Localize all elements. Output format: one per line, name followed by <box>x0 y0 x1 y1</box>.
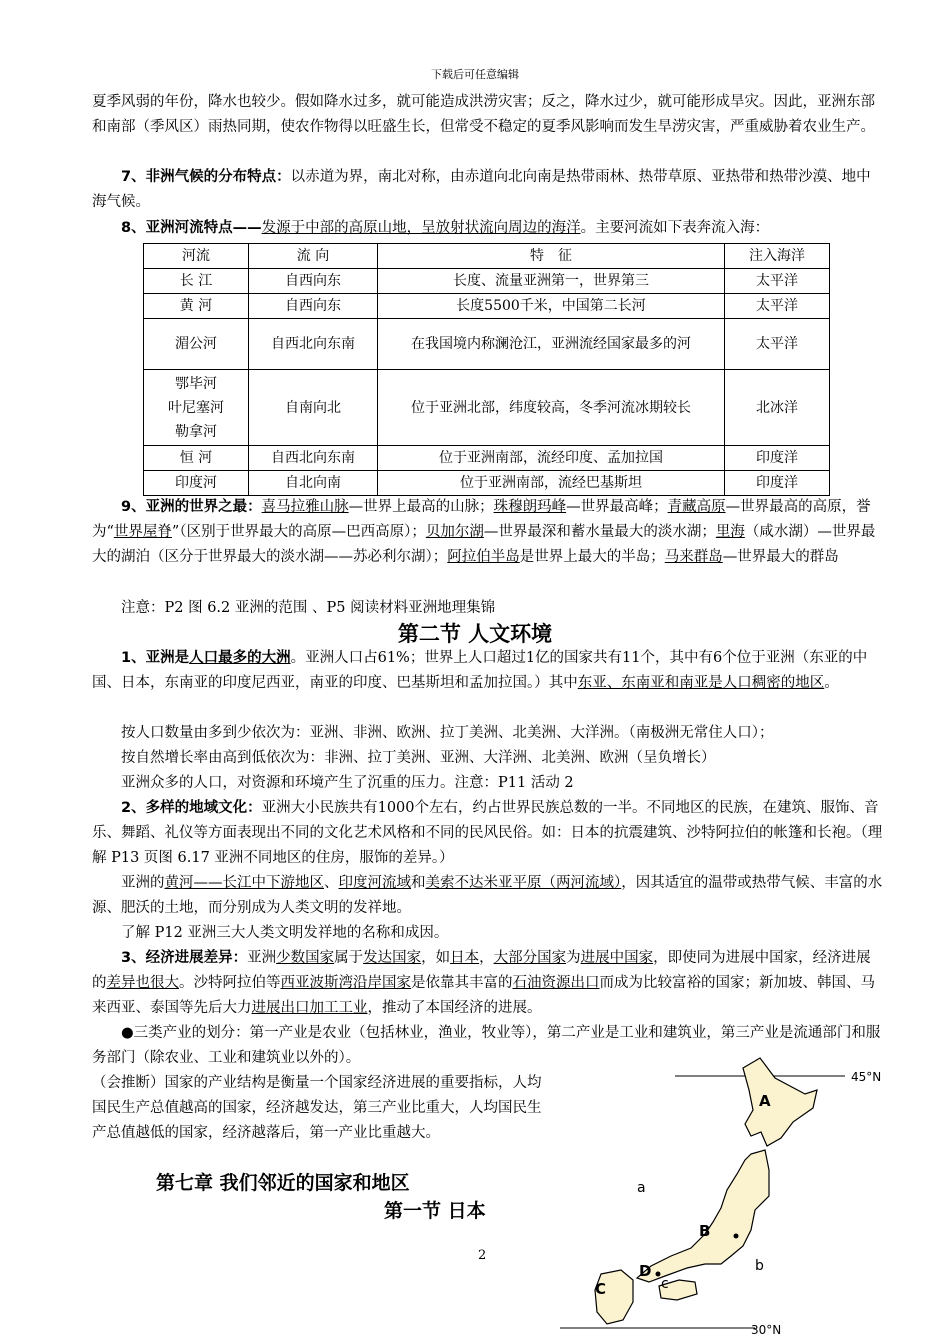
eco-text: 亚洲 <box>247 950 277 966</box>
eco-text: 是依靠其丰富的 <box>411 975 513 991</box>
eco-text: ， <box>479 950 494 966</box>
text-7: 以赤道为界，南北对称，由赤道向北向南是热带雨林、热带草原、亚热带和热带沙漠、地中海气候。 <box>92 169 871 210</box>
japan-map <box>555 1050 895 1344</box>
record-text: ”（区别于世界最大的高原—巴西高原）； <box>171 524 426 540</box>
table-row <box>144 319 830 370</box>
rivers-table <box>143 243 830 496</box>
section-title-japan: 第一节 日本 <box>384 1200 486 1222</box>
civ-note: 了解 P12 亚洲三大人类文明发祥地的名称和成因。 <box>121 925 449 941</box>
hokkaido <box>743 1058 817 1146</box>
rivers-tail: 。主要河流如下表奔流入海： <box>580 220 770 236</box>
civ-text: 、 <box>324 875 339 891</box>
record-text: 是世界上最大的半岛； <box>519 549 665 565</box>
growth-order: 按自然增长率由高到低依次为：非洲、拉丁美洲、亚洲、大洋洲、北美洲、欧洲（呈负增长） <box>121 750 716 766</box>
eco-underline: 少数国家 <box>276 950 335 966</box>
eco-text: ，如 <box>421 950 451 966</box>
record-roof: 世界屋脊 <box>113 524 172 540</box>
japan-land <box>595 1058 817 1324</box>
eco-text: 。沙特阿拉伯等 <box>179 975 281 991</box>
eco-underline: 日本 <box>450 950 480 966</box>
eco-underline: 大部分国家 <box>493 950 567 966</box>
record-himalaya: 喜马拉雅山脉 <box>261 499 349 515</box>
record-everest: 珠穆朗玛峰 <box>493 499 567 515</box>
civ-yellow-river: 黄河——长江中下游地区 <box>164 875 324 891</box>
map-label-B: B <box>699 1222 711 1240</box>
population-text: 。 <box>824 675 839 691</box>
civ-text: ，因其适宜的温带或热带气候、丰富的水源、肥沃的土地，而分别成为人类文明的发祥地。 <box>92 875 883 916</box>
record-arabia: 阿拉伯半岛 <box>447 549 520 565</box>
map-label-a: a <box>637 1180 646 1196</box>
record-text: —世界最深和蓄水量最大的淡水湖； <box>483 524 716 540</box>
river-name: 黄 河 <box>144 294 249 319</box>
paragraph-asia-rivers <box>92 216 884 241</box>
river-feature: 在我国境内称澜沧江，亚洲流经国家最多的河 <box>378 319 725 370</box>
population-text: 。亚洲人口占61%；世界上人口超过1亿的国家共有11个，其中有6个位于亚洲（东亚的中国、日本，东南亚的印度尼西亚，南亚的印度、巴基斯坦和孟加拉国。）其中 <box>92 650 868 691</box>
civ-text: 亚洲的 <box>121 875 165 891</box>
river-name: 鄂毕河 叶尼塞河 勒拿河 <box>144 370 249 446</box>
river-direction: 自西向东 <box>249 294 378 319</box>
eco-underline: 进展出口加工工业 <box>251 1000 368 1016</box>
industry-structure: （会推断）国家的产业结构是衡量一个国家经济进展的重要指标，人均国民生产总值越高的国家，经济越发达，第三产业比重大，人均国民生产总值越低的国家，经济越落后，第一产业比重越大。 <box>92 1075 542 1141</box>
table-row <box>144 269 830 294</box>
heading-s2-2: 2、多样的地域文化： <box>121 800 262 816</box>
map-label-A: A <box>759 1092 771 1110</box>
record-baikal: 贝加尔湖 <box>425 524 484 540</box>
culture-text: 亚洲大小民族共有1000个左右，约占世界民族总数的一半。不同地区的民族，在建筑、服饰、音乐、舞蹈、礼仪等方面表现出不同的文化艺术风格和不同的民风民俗。如：日本的抗震建筑、沙特阿拉伯的帐篷和长袍。（理解 P13 页图 6.17 亚洲不同地区的住房，服饰的差异。） <box>92 800 883 866</box>
paragraph-monsoon: 夏季风弱的年份，降水也较少。假如降水过多，就可能造成洪涝灾害；反之，降水过少，就可能形成旱灾。因此，亚洲东部和南部（季风区）雨热同期，使农作物得以旺盛生长，但常受不稳定的夏季风影响而发生旱涝灾害，严重威胁着农业生产。 <box>92 94 875 135</box>
river-ocean: 印度洋 <box>725 446 830 471</box>
record-text: （咸水湖）—世界最大的湖泊（区分于世界最大的淡水湖——苏必利尔湖）； <box>92 524 876 565</box>
table-row <box>144 446 830 471</box>
page-header: 下载后可任意编辑 <box>431 68 519 81</box>
civ-mesopotamia: 美索不达米亚平原（两河流域） <box>425 875 622 891</box>
eco-underline: 西亚波斯湾沿岸国家 <box>280 975 411 991</box>
table-row <box>144 370 830 446</box>
record-malay: 马来群岛 <box>664 549 723 565</box>
note-1: 注意：P2 图 6.2 亚洲的范围 、P5 阅读材料亚洲地理集锦 <box>121 600 496 616</box>
river-direction: 自北向南 <box>249 471 378 496</box>
river-ocean: 印度洋 <box>725 471 830 496</box>
river-name: 长 江 <box>144 269 249 294</box>
river-name: 恒 河 <box>144 446 249 471</box>
paragraph-economy <box>92 946 884 1021</box>
river-ocean: 太平洋 <box>725 294 830 319</box>
eco-underline: 差异也很大 <box>106 975 179 991</box>
city-dot <box>656 1272 661 1277</box>
civ-indus: 印度河流域 <box>338 875 411 891</box>
river-direction: 自西北向东南 <box>249 446 378 471</box>
most-populous: 人口最多的大洲 <box>189 650 291 666</box>
map-label-C: C <box>595 1280 607 1298</box>
heading-8: 8、亚洲河流特点—— <box>121 220 262 236</box>
col-river: 河流 <box>144 244 249 269</box>
heading-7: 7、非洲气候的分布特点： <box>121 169 291 185</box>
eco-underline: 进展中国家 <box>580 950 654 966</box>
eco-text: ，推动了本国经济的进展。 <box>367 1000 542 1016</box>
paragraph-civilization <box>92 871 884 921</box>
river-feature: 长度、流量亚洲第一，世界第三 <box>378 269 725 294</box>
eco-text: 为 <box>566 950 581 966</box>
eco-underline: 发达国家 <box>363 950 422 966</box>
river-direction: 自南向北 <box>249 370 378 446</box>
paragraph-culture <box>92 796 884 871</box>
col-direction: 流 向 <box>249 244 378 269</box>
record-text: —世界上最高的山脉； <box>348 499 494 515</box>
lat-30-label: 30°N <box>751 1323 782 1337</box>
page-number: 2 <box>478 1248 487 1263</box>
river-ocean: 北冰洋 <box>725 370 830 446</box>
record-text: —世界最高的高原，誉为“ <box>92 499 871 540</box>
dense-regions: 东亚、东南亚和南亚是人口稠密的地区 <box>577 675 825 691</box>
river-feature: 位于亚洲南部，流经印度、孟加拉国 <box>378 446 725 471</box>
lat-45-label: 45°N <box>851 1070 882 1084</box>
chapter-title-7: 第七章 我们邻近的国家和地区 <box>156 1172 410 1194</box>
civ-text: 和 <box>411 875 426 891</box>
river-ocean: 太平洋 <box>725 269 830 294</box>
river-feature: 位于亚洲北部，纬度较高，冬季河流冰期较长 <box>378 370 725 446</box>
record-text: —世界最大的群岛 <box>722 549 839 565</box>
population-pressure: 亚洲众多的人口，对资源和环境产生了沉重的压力。注意：P11 活动 2 <box>121 775 574 791</box>
city-dot <box>734 1234 739 1239</box>
record-caspian: 里海 <box>715 524 745 540</box>
heading-s2-3: 3、经济进展差异： <box>121 950 248 966</box>
heading-s2-1: 1、亚洲是 <box>121 650 190 666</box>
record-text: —世界最高峰； <box>566 499 668 515</box>
paragraph-population <box>92 646 884 696</box>
col-ocean: 注入海洋 <box>725 244 830 269</box>
paragraph-africa-climate <box>92 165 884 215</box>
rivers-feature: 发源于中部的高原山地，呈放射状流向周边的海洋 <box>261 220 581 236</box>
eco-underline: 石油资源出口 <box>512 975 600 991</box>
honshu <box>637 1150 769 1282</box>
map-label-D: D <box>639 1262 652 1280</box>
eco-text: 而成为比较富裕的国家；新加坡、韩国、马来西亚、泰国等先后大力 <box>92 975 875 1016</box>
population-order: 按人口数量由多到少依次为：亚洲、非洲、欧洲、拉丁美洲、北美洲、大洋洲。（南极洲无常住人口）； <box>121 725 774 741</box>
col-feature: 特 征 <box>378 244 725 269</box>
river-ocean: 太平洋 <box>725 319 830 370</box>
table-row <box>144 471 830 496</box>
paragraph-asia-records <box>92 495 884 570</box>
record-tibet: 青藏高原 <box>667 499 726 515</box>
river-direction: 自西北向东南 <box>249 319 378 370</box>
eco-text: 属于 <box>334 950 364 966</box>
section-title-2: 第二节 人文环境 <box>397 622 553 646</box>
map-label-c: c <box>661 1276 669 1292</box>
river-feature: 长度5500千米，中国第二长河 <box>378 294 725 319</box>
eco-text: ，即使同为进展中国家，经济进展的 <box>92 950 871 991</box>
industry-division: ●三类产业的划分：第一产业是农业（包括林业，渔业，牧业等），第二产业是工业和建筑业，第三产业是流通部门和服务部门（除农业、工业和建筑业以外的）。 <box>92 1025 881 1066</box>
river-name: 湄公河 <box>144 319 249 370</box>
map-label-b: b <box>755 1258 764 1274</box>
river-direction: 自西向东 <box>249 269 378 294</box>
river-feature: 位于亚洲南部，流经巴基斯坦 <box>378 471 725 496</box>
table-row <box>144 294 830 319</box>
table-header-row <box>144 244 830 269</box>
river-name: 印度河 <box>144 471 249 496</box>
heading-9: 9、亚洲的世界之最： <box>121 499 262 515</box>
